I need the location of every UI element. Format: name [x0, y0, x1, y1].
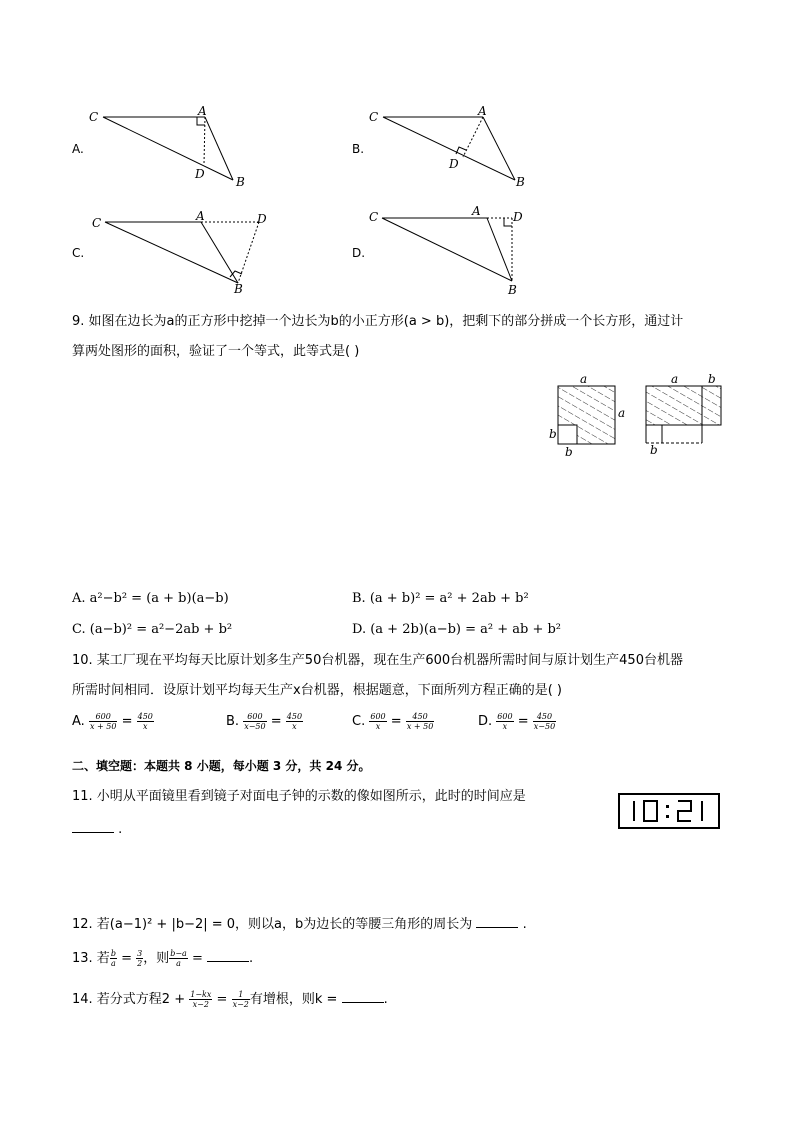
q9-label-b-rect-bottom: b [650, 443, 658, 457]
q11-answer-blank[interactable] [72, 818, 114, 833]
q10-b-frac2: $\frac{450}{x}$ [286, 712, 303, 731]
q8-b-point-d: D [449, 157, 459, 171]
q8-option-b-label: B. [352, 142, 365, 156]
q10-option-b [226, 712, 303, 731]
q10-d-equals: = [517, 714, 529, 729]
q8-a-point-c: C [89, 110, 99, 124]
q9-option-a: A. a²−b² = (a + b)(a−b) [72, 591, 229, 606]
q10-a-frac1: $\frac{600}{x + 50}$ [89, 712, 117, 731]
q8-c-point-b: B [234, 282, 243, 296]
q12-answer-blank[interactable] [476, 913, 518, 928]
q13-pre: 13. 若 [72, 951, 110, 966]
q8-figure-d [350, 203, 540, 293]
q10-option-a [72, 712, 154, 731]
q13-line [72, 947, 253, 970]
q13-frac-target: $\frac{b-a}{a}$ [170, 949, 187, 968]
section2-heading: 二、填空题：本题共 8 小题，每小题 3 分，共 24 分。 [72, 759, 371, 773]
q9-option-b: B. (a + b)² = a² + 2ab + b² [352, 591, 529, 606]
q11-clock-digits [620, 795, 718, 827]
q8-d-point-d: D [513, 210, 523, 224]
q9-stem-line2: 算两处图形的面积，验证了一个等式，此等式是( ) [72, 344, 360, 359]
q10-c-equals: = [390, 714, 402, 729]
q10-option-d-label: D. [478, 714, 493, 729]
q14-pre: 14. 若分式方程2 + [72, 992, 190, 1007]
q13-answer-blank[interactable] [207, 947, 249, 962]
q10-option-c [352, 712, 434, 731]
q9-label-a-top: a [580, 372, 588, 386]
q9-option-c: C. (a−b)² = a²−2ab + b² [72, 622, 233, 637]
q9-label-a-rect: a [671, 372, 679, 386]
q10-b-frac1: $\frac{600}{x-50}$ [244, 712, 266, 731]
q14-period: . [383, 992, 388, 1007]
q10-option-d [478, 712, 556, 731]
q8-a-point-d: D [195, 167, 205, 181]
q9-label-a-right: a [618, 406, 626, 420]
q9-stem-line1: 9. 如图在边长为a的正方形中挖掉一个边长为b的小正方形(a > b)，把剩下的部分拼成一个长方形，通过计 [72, 314, 684, 329]
q10-d-frac1: $\frac{600}{x}$ [497, 712, 513, 731]
q8-c-point-d: D [257, 212, 267, 226]
q10-a-equals: = [121, 714, 133, 729]
q14-frac2: $\frac{1}{x-2}$ [232, 990, 249, 1009]
q11-period: . [118, 822, 123, 837]
q8-a-point-b: B [236, 175, 245, 189]
q8-option-a-label: A. [72, 142, 84, 156]
q10-stem-line2: 所需时间相同．设原计划平均每天生产x台机器，根据题意，下面所列方程正确的是( ) [72, 683, 562, 698]
q10-d-frac2: $\frac{450}{x-50}$ [533, 712, 556, 731]
q8-d-point-b: B [508, 283, 517, 297]
q8-b-point-a: A [478, 104, 487, 118]
q10-option-a-label: A. [72, 714, 85, 729]
q14-frac1: $\frac{1-kx}{x-2}$ [190, 990, 212, 1009]
q9-option-d: D. (a + 2b)(a−b) = a² + ab + b² [352, 622, 562, 637]
q10-stem-line1: 10. 某工厂现在平均每天比原计划多生产50台机器，现在生产600台机器所需时间与原计划生产450台机器 [72, 653, 683, 668]
q12-stem: 12. 若(a−1)² + |b−2| = 0，则以a，b为边长的等腰三角形的周长为 [72, 917, 473, 932]
q8-option-c-label: C. [72, 246, 85, 260]
q9-label-b-left: b [549, 427, 557, 441]
q14-answer-blank[interactable] [342, 988, 384, 1003]
q8-figure-b [350, 100, 540, 195]
q13-frac-3-over-2: $\frac{3}{2}$ [137, 949, 143, 968]
q10-option-b-label: B. [226, 714, 240, 729]
q8-d-point-c: C [369, 210, 379, 224]
q10-option-c-label: C. [352, 714, 366, 729]
q8-figure-a [70, 100, 260, 195]
q9-label-b-rect-top: b [708, 372, 716, 386]
q11-stem: 11. 小明从平面镜里看到镜子对面电子钟的示数的像如图所示，此时的时间应是 [72, 789, 526, 804]
q12-line [72, 913, 527, 934]
q14-equals: = [212, 992, 232, 1007]
q8-c-point-a: A [196, 209, 205, 223]
q8-a-point-a: A [198, 104, 207, 118]
q11-clock-text [620, 795, 621, 796]
q13-then: ，则 [143, 951, 170, 966]
q10-c-frac2: $\frac{450}{x + 50}$ [406, 712, 434, 731]
q13-equals2: = [187, 951, 207, 966]
q8-b-point-b: B [516, 175, 525, 189]
q11-answer-line [72, 818, 122, 839]
q13-period: . [248, 951, 254, 966]
q9-label-b-bottom: b [565, 445, 573, 459]
q8-b-point-c: C [369, 110, 379, 124]
q14-post: 有增根，则k = [249, 992, 342, 1007]
q13-equals: = [116, 951, 137, 966]
q10-c-frac1: $\frac{600}{x}$ [370, 712, 386, 731]
q11-digital-clock [618, 793, 720, 829]
q8-option-d-label: D. [352, 246, 366, 260]
q8-d-point-a: A [472, 204, 481, 218]
q8-c-point-c: C [92, 216, 102, 230]
q12-period: . [522, 917, 527, 932]
q14-line [72, 988, 388, 1011]
q10-a-frac2: $\frac{450}{x}$ [137, 712, 153, 731]
q13-frac-b-over-a: $\frac{b}{a}$ [110, 949, 116, 968]
q10-b-equals: = [270, 714, 282, 729]
